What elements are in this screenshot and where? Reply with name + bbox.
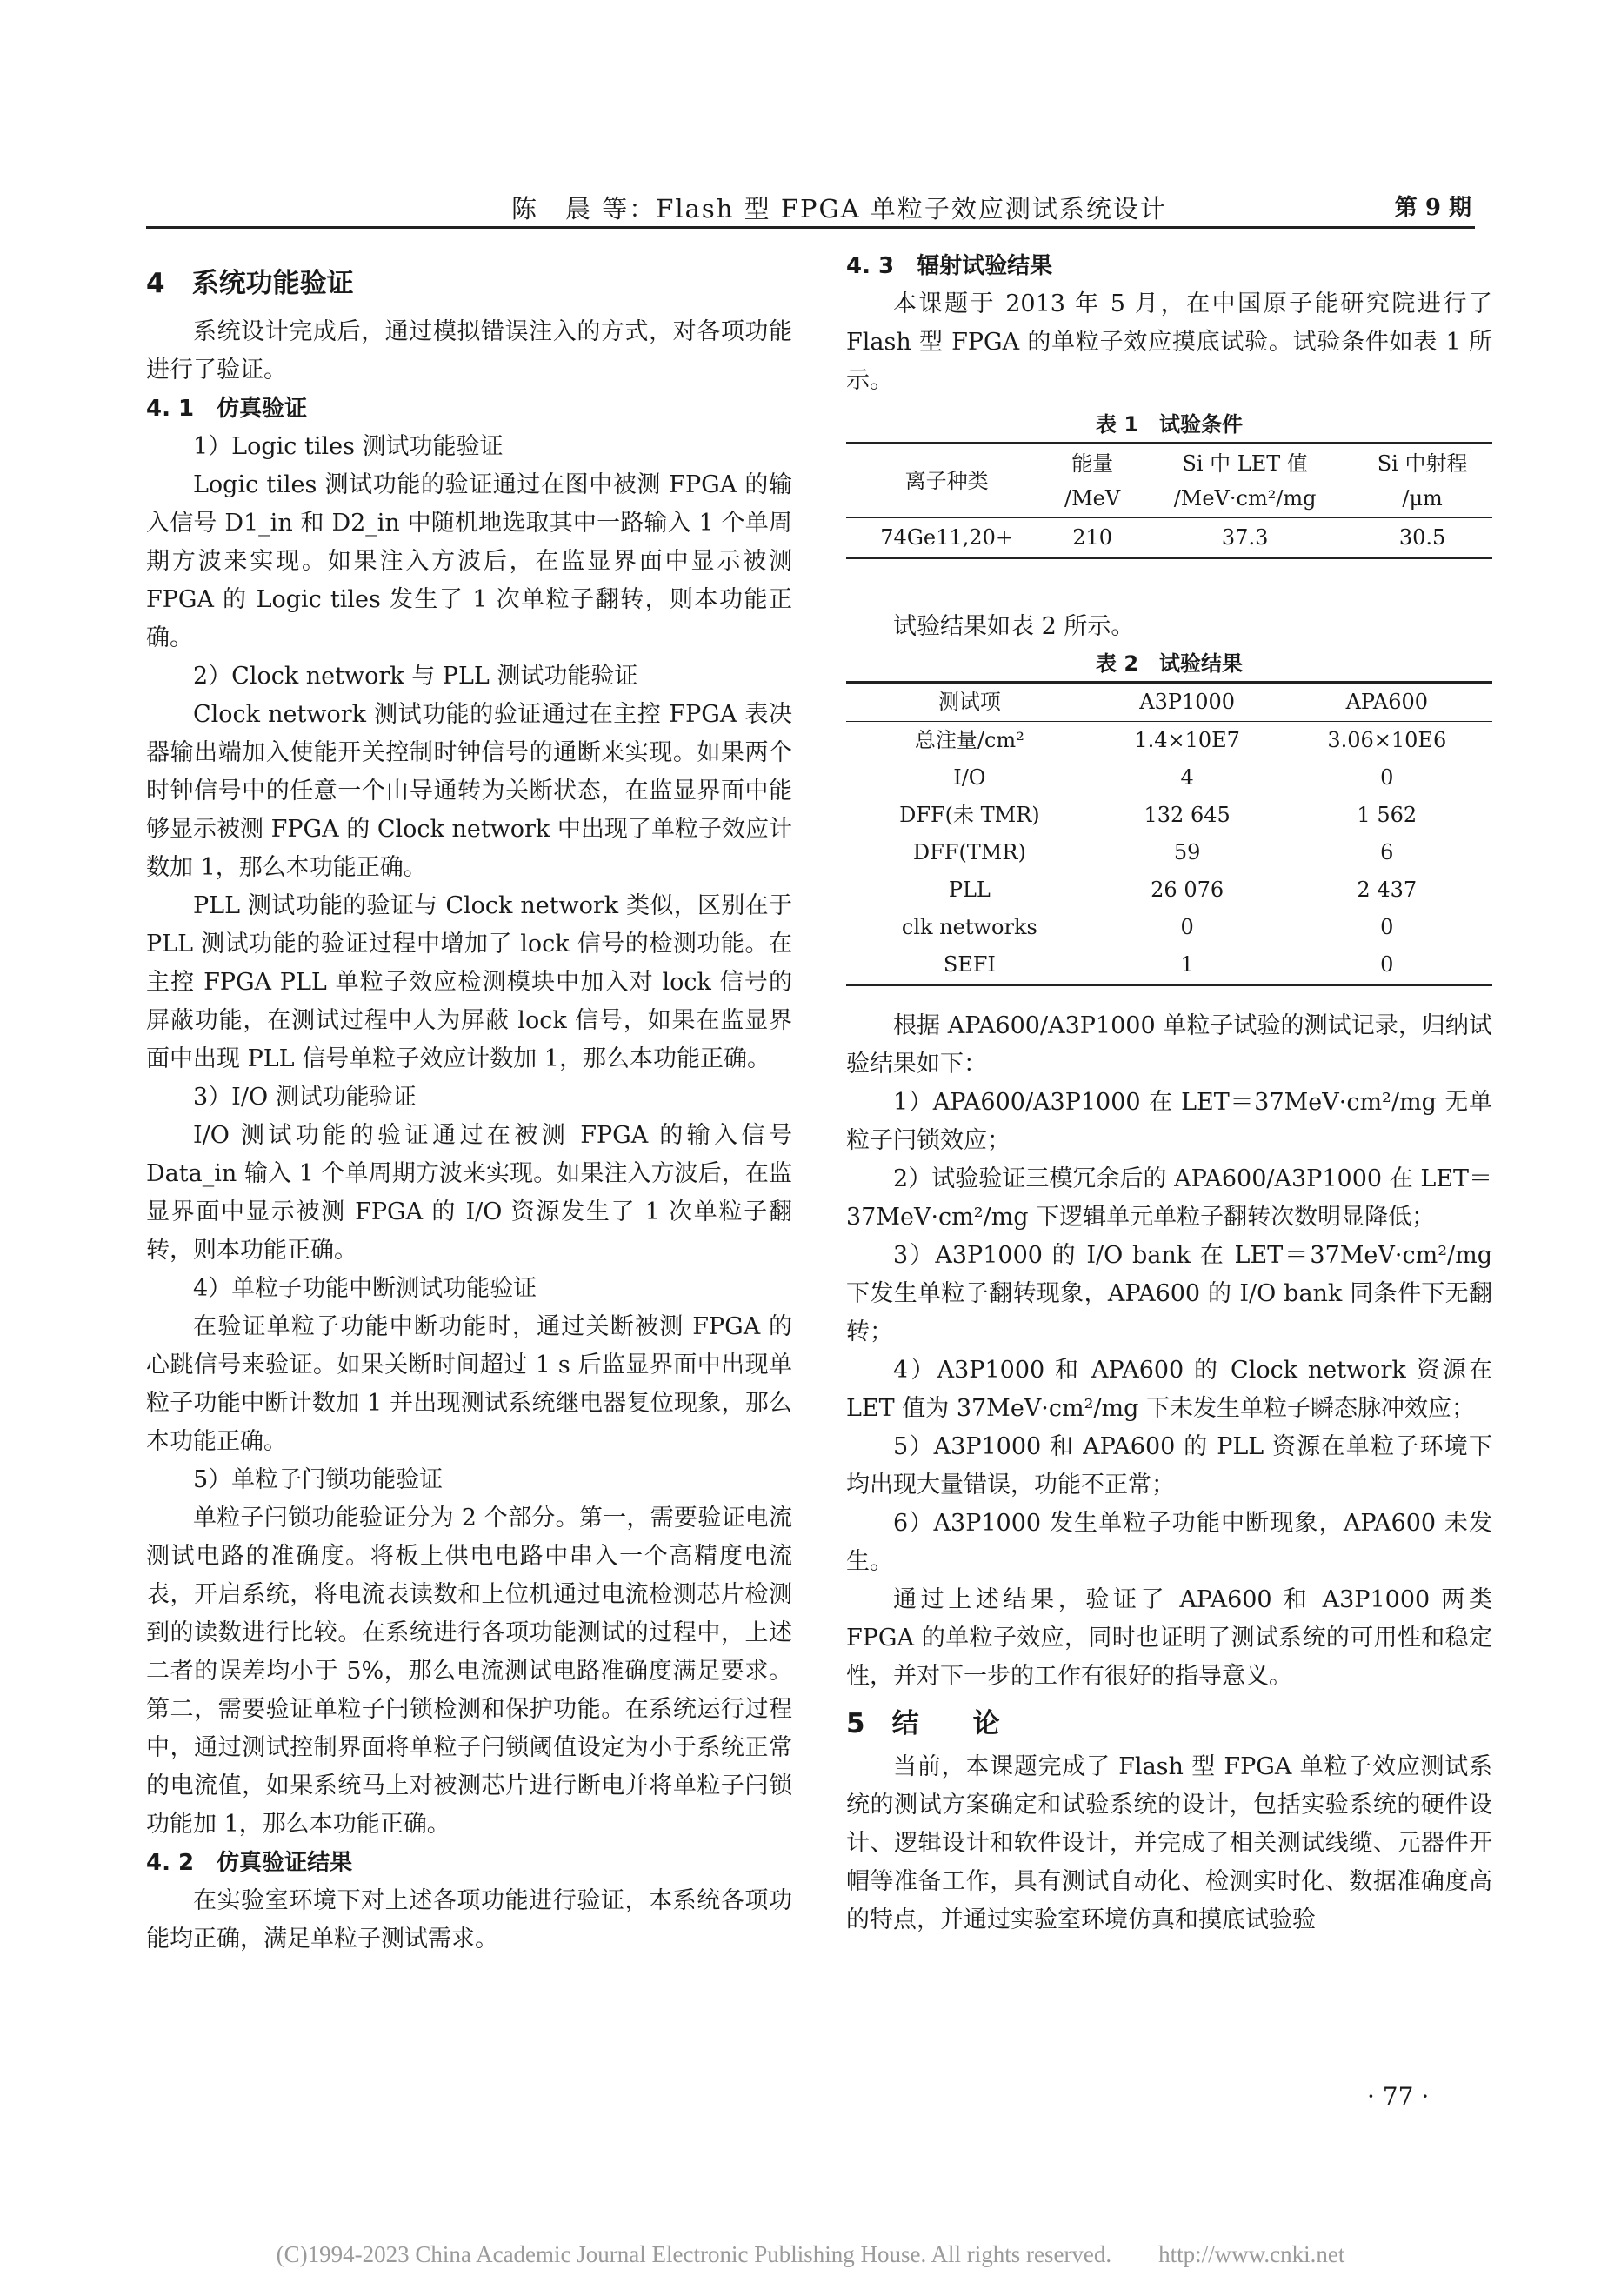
table-cell: 37.3: [1221, 525, 1269, 550]
table-header: [1352, 444, 1492, 518]
paragraph: Clock network 测试功能的验证通过在主控 FPGA 表决器输出端加入使能开关控制时钟信号的通断来实现。如果两个时钟信号中的任意一个由导通转为关断状态，在监显界面中能够显示被测 FPGA 的 Clock network 中出现了单粒子效应计数加 1，那么本功能正确。: [146, 701, 792, 881]
table-cell: 210: [1072, 525, 1113, 550]
running-header: [146, 188, 1475, 229]
paragraph: PLL 测试功能的验证与 Clock network 类似，区别在于 PLL 测试功能的验证过程中增加了 lock 信号的检测功能。在主控 FPGA PLL 单粒子效应检测模块中加入对 lock 信号的屏蔽功能，在测试过程中人为屏蔽 lock 信号，如果在监显界面中出现 PLL 信号单粒子效应计数加 1，那么本功能正确。: [146, 892, 792, 1072]
page-number: · 77 ·: [1367, 2082, 1430, 2111]
header-let-unit: /MeV·cm²/mg: [1173, 486, 1317, 511]
paragraph: 通过上述结果，验证了 APA600 和 A3P1000 两类 FPGA 的单粒子效应，同时也证明了测试系统的可用性和稳定性，并对下一步的工作有很好的指导意义。: [846, 1586, 1492, 1690]
result-item: 6）A3P1000 发生单粒子功能中断现象，APA600 未发生。: [846, 1510, 1492, 1575]
result-item: 2）试验验证三模冗余后的 APA600/A3P1000 在 LET＝37MeV·cm²/mg 下逻辑单元单粒子翻转次数明显降低；: [846, 1165, 1492, 1231]
table-cell: 59: [1173, 840, 1201, 864]
table-header: 测试项: [937, 690, 1001, 714]
paragraph: 根据 APA600/A3P1000 单粒子试验的测试记录，归纳试验结果如下：: [846, 1012, 1492, 1078]
right-column: [846, 247, 1492, 1939]
table-2: [846, 681, 1492, 986]
paragraph: 试验结果如表 2 所示。: [893, 613, 1135, 640]
table-row: [846, 909, 1492, 946]
header-range-unit: /μm: [1402, 486, 1443, 511]
table-row: [846, 759, 1492, 797]
section-4-1-heading: 4. 1 仿真验证: [146, 396, 308, 422]
table-cell: 4: [1180, 765, 1194, 790]
table-cell: DFF(TMR): [912, 840, 1026, 864]
table-header: APA600: [1345, 690, 1428, 714]
table-header: [1137, 444, 1352, 518]
table-cell: 6: [1380, 840, 1394, 864]
paragraph: 当前，本课题完成了 Flash 型 FPGA 单粒子效应测试系统的测试方案确定和试验系统的设计，包括实验系统的硬件设计、逻辑设计和软件设计，并完成了相关测试线缆、元器件开帽等准备工作，具有测试自动化、检测实时化、数据准确度高的特点，并通过实验室环境仿真和摸底试验验: [846, 1753, 1492, 1933]
header-let: Si 中 LET 值: [1182, 451, 1308, 476]
item-1-heading: 1）Logic tiles 测试功能验证: [193, 433, 504, 460]
table-cell: 1.4×10E7: [1134, 728, 1240, 752]
header-issue: 第 9 期: [1394, 195, 1471, 221]
table-cell: clk networks: [901, 915, 1037, 939]
section-4-heading: 4 系统功能验证: [146, 268, 354, 299]
table-cell: 0: [1380, 952, 1394, 977]
table-cell: 0: [1380, 915, 1394, 939]
item-4-heading: 4）单粒子功能中断测试功能验证: [193, 1275, 537, 1302]
table-cell: 3.06×10E6: [1327, 728, 1447, 752]
table-header: [846, 444, 1047, 518]
result-item: 5）A3P1000 和 APA600 的 PLL 资源在单粒子环境下均出现大量错误，功能不正常；: [846, 1433, 1492, 1498]
left-column: [146, 247, 792, 1959]
result-item: 3）A3P1000 的 I/O bank 在 LET＝37MeV·cm²/mg 下发生单粒子翻转现象，APA600 的 I/O bank 同条件下无翻转；: [846, 1242, 1492, 1345]
table-cell: 0: [1180, 915, 1194, 939]
item-2-heading: 2）Clock network 与 PLL 测试功能验证: [193, 663, 638, 690]
table-cell: 74Ge11,20+: [880, 525, 1013, 550]
table-cell: 2 437: [1357, 878, 1418, 902]
table-row: [846, 518, 1492, 558]
table-cell: DFF(未 TMR): [899, 803, 1040, 827]
table-cell: SEFI: [943, 952, 996, 977]
header-energy: 能量: [1071, 451, 1114, 476]
paragraph: I/O 测试功能的验证通过在被测 FPGA 的输入信号 Data_in 输入 1 个单周期方波来实现。如果注入方波后，在监显界面中显示被测 FPGA 的 I/O 资源发生了 1 次单粒子翻转，则本功能正确。: [146, 1122, 792, 1264]
table-cell: 总注量/cm²: [914, 728, 1024, 752]
table-cell: 30.5: [1398, 525, 1446, 550]
table-row: [846, 946, 1492, 985]
table-2-caption: 表 2 试验结果: [1095, 651, 1244, 676]
header-title: 陈 晨 等：Flash 型 FPGA 单粒子效应测试系统设计: [511, 194, 1167, 224]
table-row: [846, 797, 1492, 834]
table-header: A3P1000: [1139, 690, 1236, 714]
table-1-caption: 表 1 试验条件: [1095, 412, 1244, 437]
copyright-footer: (C)1994-2023 China Academic Journal Electronic Publishing House. All rights reserved. http://www.cnki.net: [276, 2241, 1345, 2267]
header-ion: 离子种类: [904, 469, 989, 493]
table-row: [846, 834, 1492, 871]
section-4-3-heading: 4. 3 辐射试验结果: [846, 253, 1053, 279]
paragraph: 在实验室环境下对上述各项功能进行验证，本系统各项功能均正确，满足单粒子测试需求。: [146, 1887, 792, 1952]
section-4-2-heading: 4. 2 仿真验证结果: [146, 1850, 353, 1876]
paragraph: 本课题于 2013 年 5 月，在中国原子能研究院进行了 Flash 型 FPGA 的单粒子效应摸底试验。试验条件如表 1 所示。: [846, 290, 1492, 394]
table-header: [1047, 444, 1137, 518]
result-item: 1）APA600/A3P1000 在 LET＝37MeV·cm²/mg 无单粒子闩锁效应；: [846, 1089, 1492, 1154]
table-row: [846, 722, 1492, 760]
paragraph: 在验证单粒子功能中断功能时，通过关断被测 FPGA 的心跳信号来验证。如果关断时间超过 1 s 后监显界面中出现单粒子功能中断计数加 1 并出现测试系统继电器复位现象，那么本功能正确。: [146, 1313, 792, 1455]
table-cell: 132 645: [1144, 803, 1231, 827]
item-3-heading: 3）I/O 测试功能验证: [193, 1084, 417, 1111]
paragraph: Logic tiles 测试功能的验证通过在图中被测 FPGA 的输入信号 D1_in 和 D2_in 中随机地选取其中一路输入 1 个单周期方波来实现。如果注入方波后，在监显界面中显示被测 FPGA 的 Logic tiles 发生了 1 次单粒子翻转，则本功能正确。: [146, 471, 792, 651]
header-energy-unit: /MeV: [1064, 486, 1121, 511]
table-cell: PLL: [948, 878, 991, 902]
table-cell: 1 562: [1357, 803, 1418, 827]
table-cell: 26 076: [1151, 878, 1224, 902]
table-row: [846, 871, 1492, 909]
paragraph: 单粒子闩锁功能验证分为 2 个部分。第一，需要验证电流测试电路的准确度。将板上供电电路中串入一个高精度电流表，开启系统，将电流表读数和上位机通过电流检测芯片检测到的读数进行比较。在系统进行各项功能测试的过程中，上述二者的误差均小于 5%，那么电流测试电路准确度满足要求。第二，需要验证单粒子闩锁检测和保护功能。在系统运行过程中，通过测试控制界面将单粒子闩锁阈值设定为小于系统正常的电流值，如果系统马上对被测芯片进行断电并将单粒子闩锁功能加 1，那么本功能正确。: [146, 1505, 792, 1838]
section-5-heading: 5 结 论: [846, 1708, 1000, 1739]
table-cell: 1: [1180, 952, 1194, 977]
item-5-heading: 5）单粒子闩锁功能验证: [193, 1466, 444, 1493]
table-cell: I/O: [953, 765, 986, 790]
table-cell: 0: [1380, 765, 1394, 790]
table-1: [846, 442, 1492, 559]
result-item: 4）A3P1000 和 APA600 的 Clock network 资源在 LET 值为 37MeV·cm²/mg 下未发生单粒子瞬态脉冲效应；: [846, 1357, 1492, 1422]
header-range: Si 中射程: [1377, 451, 1468, 476]
paragraph: 系统设计完成后，通过模拟错误注入的方式，对各项功能进行了验证。: [146, 318, 792, 384]
